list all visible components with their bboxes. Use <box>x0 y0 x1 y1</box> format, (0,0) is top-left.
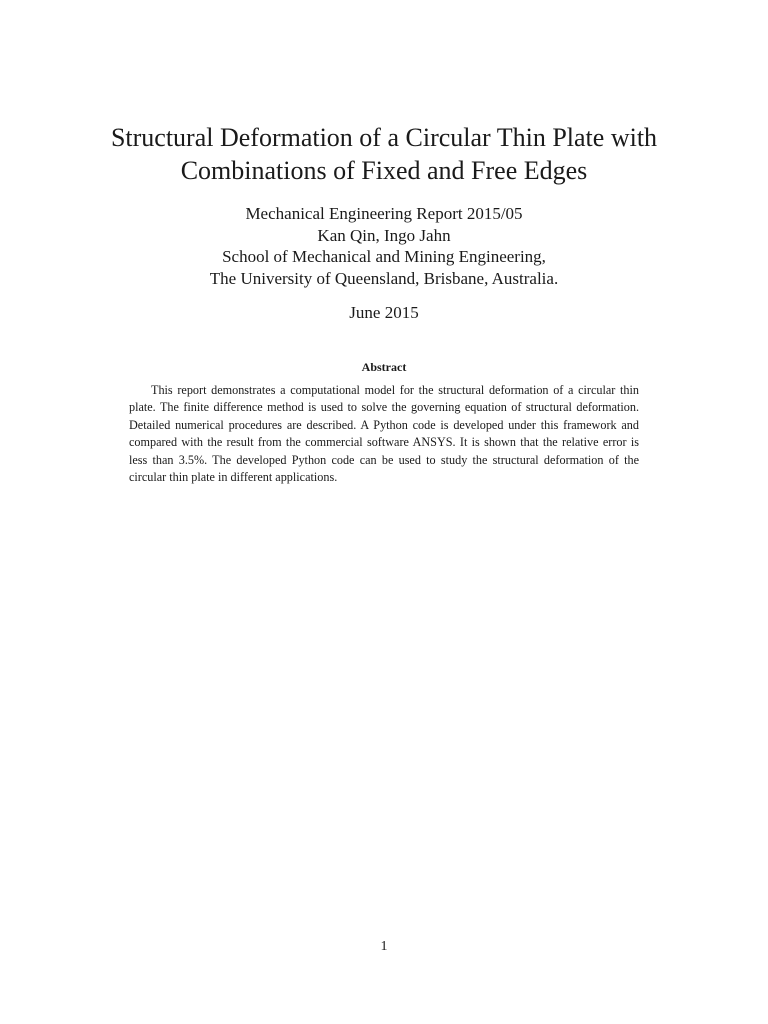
publication-date: June 2015 <box>349 303 419 322</box>
title-block <box>60 121 708 187</box>
report-number: Mechanical Engineering Report 2015/05 <box>245 204 523 223</box>
author-info-block <box>60 203 708 289</box>
paper-title-line-2: Combinations of Fixed and Free Edges <box>180 156 588 185</box>
page-number: 1 <box>380 939 388 954</box>
affiliation-university: The University of Queensland, Brisbane, Australia. <box>209 268 559 288</box>
authors: Kan Qin, Ingo Jahn <box>317 225 451 245</box>
abstract-heading: Abstract <box>361 360 407 374</box>
affiliation-school: School of Mechanical and Mining Engineering, <box>222 247 546 267</box>
abstract-body: This report demonstrates a computational model for the structural deformation of a circular thin plate. The finite difference method is used to solve the governing equation of structural deformation. Detailed numerical procedures are described. A Python code is developed under this framework and compared with the result from the commercial software ANSYS. It is shown that the relative error is less than 3.5%. The developed Python code can be used to study the structural deformation of the circular thin plate in different applications. <box>129 383 639 485</box>
paper-title-line-1: Structural Deformation of a Circular Thin Plate with <box>110 123 658 152</box>
